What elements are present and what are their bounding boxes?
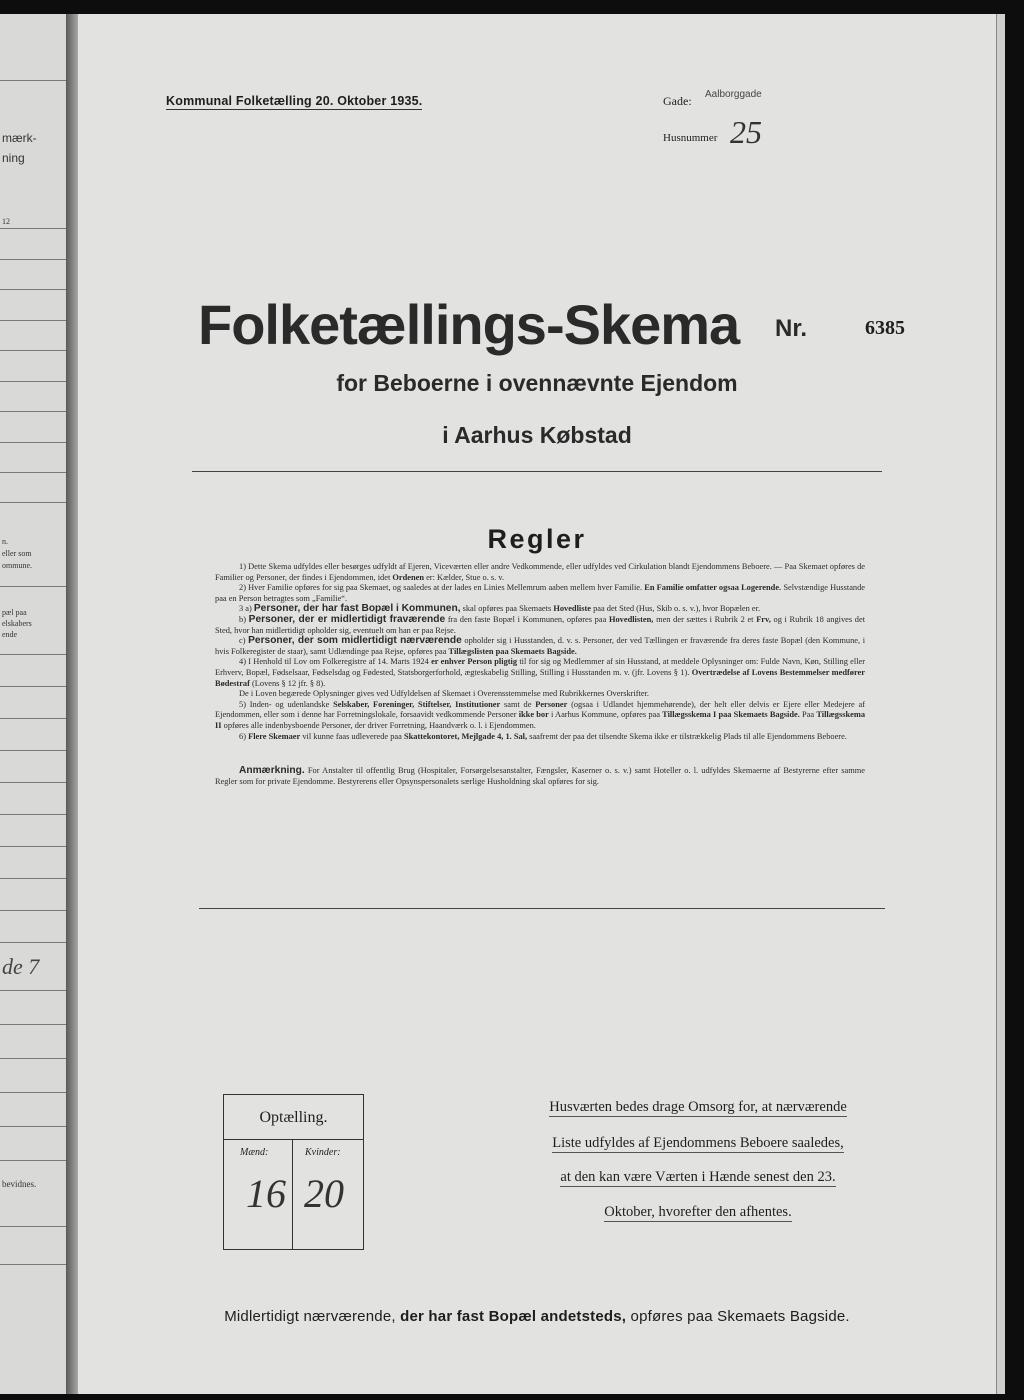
main-title: Folketællings-Skema: [198, 293, 740, 356]
left-page-rule: [0, 1092, 66, 1093]
left-page-rule: [0, 846, 66, 847]
left-page-rule: [0, 320, 66, 321]
left-page-rule: [0, 289, 66, 290]
tally-men-label: Mænd:: [240, 1147, 269, 1158]
left-page-fragment: [0, 14, 66, 1394]
rule-1: 1) Dette Skema udfyldes eller besørges udfyldt af Ejeren, Viceværten eller andre Vedkommende, eller udfyldes ved Cirkulation blandt Ejendommens Beboere. — Paa Skemaet opføres de Familier og Personer, der findes i Ejendommen, idet Ordenen er: Kælder, Stue o. s. v.: [215, 562, 865, 582]
left-page-fragment-text: elskabers: [2, 619, 32, 628]
left-page-rule: [0, 586, 66, 587]
rule-5: 5) Inden- og udenlandske Selskaber, Foreninger, Stiftelser, Institutioner samt de Personer (ogsaa i Udlandet hjemmehørende), der helt eller delvis er Ejere eller Medejere af Ejendommen, eller som i denne har Forretningslokale, forsaavidt vedkommende Personer ikke bor i Aarhus Kommune, opføres paa Tillægsskema I paa Skemaets Bagside. Paa Tillægsskema II opføres alle indenbysboende Personer, der driver Forretning, Haandværk o. l. i Ejendommen.: [215, 699, 866, 730]
tally-box: [223, 1094, 364, 1250]
notice-line: at den kan være Værten i Hænde senest den 23.: [560, 1169, 836, 1185]
left-page-handwriting: de 7: [2, 954, 40, 979]
left-page-rule: [0, 910, 66, 911]
rule-4-extra: De i Loven begærede Oplysninger gives ved Udfyldelsen af Skemaet i Overensstemmelse med Rubrikkernes Overskrifter.: [239, 689, 650, 699]
page-edge: [996, 14, 1005, 1394]
street-label: Gade:: [663, 94, 692, 108]
tally-women-label: Kvinder:: [305, 1147, 341, 1158]
left-page-fragment-text: n.: [2, 537, 8, 546]
left-page-rule: [0, 654, 66, 655]
left-page-fragment-text: 12: [2, 217, 10, 226]
left-page-rule: [0, 686, 66, 687]
rule-6: 6) Flere Skemaer vil kunne faas udleverede paa Skattekontoret, Mejlgade 4, 1. Sal, saafremt der paa det tilsendte Skema ikke er tilstrækkelig Plads til alle Ejendommens Beboere.: [239, 731, 847, 741]
house-number-label: Husnummer: [663, 132, 718, 144]
book-gutter: [66, 14, 78, 1394]
left-page-rule: [0, 411, 66, 412]
tally-title: Optælling.: [259, 1109, 328, 1126]
notice-line: Oktober, hvorefter den afhentes.: [604, 1204, 792, 1220]
left-page-rule: [0, 750, 66, 751]
left-page-fragment-text: ende: [2, 630, 18, 639]
census-title: Kommunal Folketælling 20. Oktober 1935.: [166, 94, 423, 108]
left-page-rule: [0, 442, 66, 443]
footer-note: Midlertidigt nærværende, der har fast Bopæl andetsteds, opføres paa Skemaets Bagside.: [224, 1308, 850, 1325]
left-page-fragment-text: bevidnes.: [2, 1179, 37, 1189]
street-value: Aalborggade: [705, 89, 762, 100]
subtitle-residents: for Beboerne i ovennævnte Ejendom: [336, 370, 738, 396]
notice-line: Husværten bedes drage Omsorg for, at nærværende: [549, 1099, 847, 1115]
left-page-rule: [0, 1058, 66, 1059]
left-page-rule: [0, 381, 66, 382]
house-number-value: 25: [730, 114, 762, 150]
form-number-label: Nr.: [775, 315, 808, 342]
left-page-rule: [0, 782, 66, 783]
rule-2: 2) Hver Familie opføres for sig paa Skemaet, og saaledes at der lades en Linies Mellemrum aaben mellem hver Familie. En Familie omfatter ogsaa Logerende. Selvstændige Husstande paa en Person betragtes som „Familie“.: [215, 583, 866, 603]
remark: Anmærkning. For Anstalter til offentlig Brug (Hospitaler, Forsørgelsesanstalter, Fængsler, Kaserner o. s. v.) samt Hoteller o. l. udfyldes Skemaerne af Bestyrerne efter samme Regler som for private Ejendomme. Bestyrerens eller Opsynspersonalets særlige Husholdning skal opføres for sig.: [215, 765, 865, 786]
left-page-rule: [0, 259, 66, 260]
left-page-rule: [0, 1024, 66, 1025]
left-page-fragment-text: ommune.: [2, 561, 32, 570]
left-page-rule: [0, 1160, 66, 1161]
tally-divider: [224, 1139, 363, 1140]
left-page-rule: [0, 1126, 66, 1127]
left-page-fragment-text: eller som: [2, 549, 32, 558]
left-page-rule: [0, 472, 66, 473]
left-page-rule: [0, 1264, 66, 1265]
left-page-rule: [0, 228, 66, 229]
left-page-rule: [0, 350, 66, 351]
rule-3a: 3 a) Personer, der har fast Bopæl i Kommunen, skal opføres paa Skemaets Hovedliste paa det Sted (Hus, Skib o. s. v.), hvor Bopælen er.: [239, 603, 761, 615]
divider: [199, 908, 885, 909]
left-page-rule: [0, 502, 66, 503]
left-page-rule: [0, 878, 66, 879]
notice-line: Liste udfyldes af Ejendommens Beboere saaledes,: [552, 1135, 844, 1151]
rule-3c: c) Personer, der som midlertidigt nærværende opholder sig i Husstanden, d. v. s. Personer, der ved Tællingen er fraværende fra deres faste Bopæl (den Kommune, i hvis Folkeregister de staar), samt Udlændinge paa Rejse, opføres paa Tillægslisten paa Skemaets Bagside.: [215, 635, 866, 656]
rules-heading: Regler: [487, 524, 587, 554]
tally-women-count: 20: [304, 1171, 344, 1216]
left-page-rule: [0, 990, 66, 991]
left-page-rule: [0, 1226, 66, 1227]
left-page-fragment-text: ning: [2, 151, 25, 165]
form-number: 6385: [865, 317, 905, 339]
rule-3b: b) Personer, der er midlertidigt fraværende fra den faste Bopæl i Kommunen, opføres paa Hovedlisten, men der sættes i Rubrik 2 et Frv, og i Rubrik 18 angives det Sted, hvor han midlertidigt opholder sig, eventuelt om han er paa Rejse.: [215, 613, 866, 635]
census-form-page: [78, 14, 996, 1394]
left-page-rule: [0, 942, 66, 943]
left-page-rule: [0, 814, 66, 815]
divider: [192, 471, 882, 472]
left-page-fragment-text: mærk-: [2, 131, 37, 145]
subtitle-municipality: i Aarhus Købstad: [442, 422, 632, 448]
left-page-rule: [0, 718, 66, 719]
left-page-rule: [0, 80, 66, 81]
left-page-fragment-text: pæl paa: [2, 608, 27, 617]
tally-divider: [292, 1139, 293, 1249]
rule-4: 4) I Henhold til Lov om Folkeregistre af 14. Marts 1924 er enhver Person pligtig til for sig og Medlemmer af sin Husstand, at meddele Oplysninger om: Fulde Navn, Køn, Stilling eller Erhverv, Bopæl, Fødselsaar, Fødselsdag og Fødested, Statsborgerforhold, ægteskabelig Stilling, Stilling i Husstanden m. v. (jfr. Lovens § 1). Overtrædelse af Lovens Bestemmelser medfører Bødestraf (Lovens § 12 jfr. § 8).: [215, 657, 866, 688]
rules-body: [215, 562, 865, 787]
tally-men-count: 16: [246, 1171, 286, 1216]
